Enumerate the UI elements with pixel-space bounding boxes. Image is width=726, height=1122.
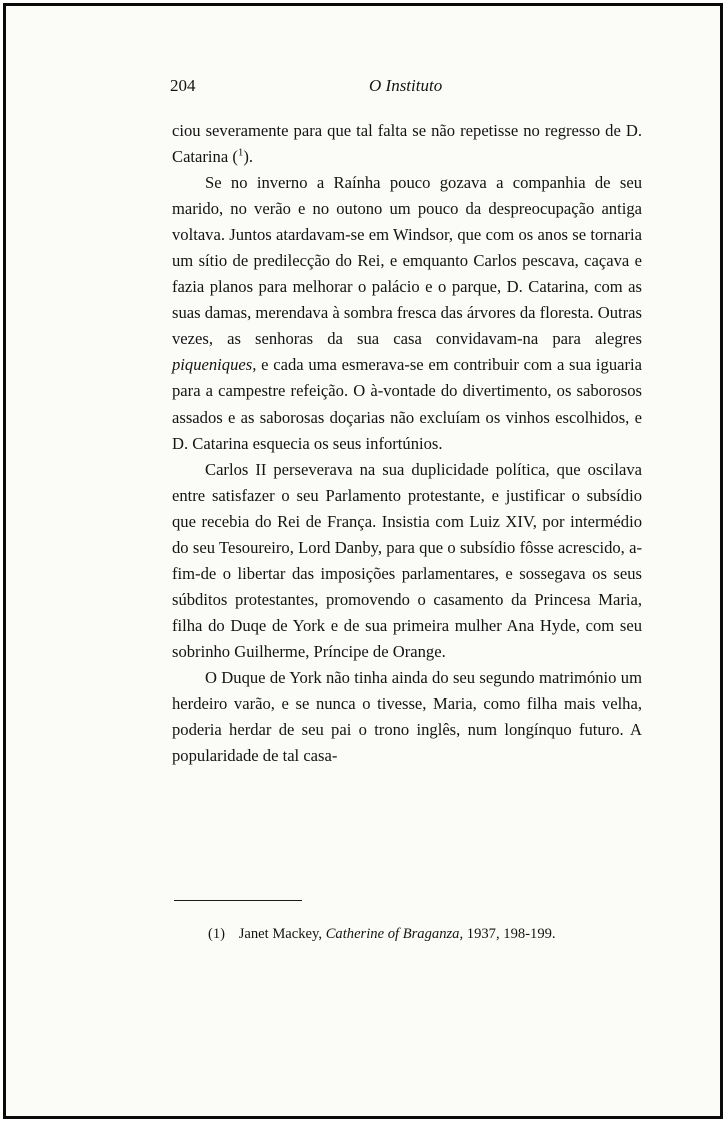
footnote-divider xyxy=(174,900,302,901)
paragraph-1-text: ciou severamente para que tal falta se não repetisse no regresso de D. Catarina ( xyxy=(172,121,642,167)
body-text xyxy=(172,118,642,769)
footnote xyxy=(208,926,648,943)
footnote-reference[interactable]: 1 xyxy=(237,146,244,159)
footnote-details: 1937, 198-199. xyxy=(466,926,556,942)
paragraph-3: Carlos II perseverava na sua duplicidade política, que oscilava entre satisfazer o seu Parlamento protestante, e justificar o subsídio que recebia do Rei de França. Insistia com Luiz XIV, por intermédio do seu Tesoureiro, Lord Danby, para que o subsídio fôsse acrescido, a-fim-de o libertar das imposições parlamentares, e sossegava os seus súbditos protestantes, promovendo o casamento da Princesa Maria, filha do Duqe de York e de sua primeira mulher Ana Hyde, com seu sobrinho Guilherme, Príncipe de Orange. xyxy=(172,459,642,661)
paragraph-1-end: ). xyxy=(243,147,254,167)
page-number: 204 xyxy=(170,76,196,95)
paragraph-2-text-after: e cada uma esmerava-se em contribuir com a sua iguaria para a campestre refeição. O à-vontade do divertimento, os saborosos assados e as saborosas doçarias não excluíam os vinhos escolhidos, e D. Catarina esquecia os seus infortúnios. xyxy=(172,355,642,453)
page-header xyxy=(0,76,726,102)
running-title: O Instituto xyxy=(369,76,443,95)
paragraph-2-italic: piqueniques, xyxy=(172,355,257,375)
footnote-marker: (1) xyxy=(208,926,226,942)
footnote-title: Catherine of Braganza, xyxy=(325,926,464,942)
paragraph-2-text: Se no inverno a Raínha pouco gozava a companhia de seu marido, no verão e no outono um pouco da despreocupação antiga voltava. Juntos atardavam-se em Windsor, que com os anos se tornaria um sítio de predilecção do Rei, e emquanto Carlos pescava, caçava e fazia planos para melhorar o palácio e o parque, D. Catarina, com as suas damas, merendava à sombra fresca das árvores da floresta. Outras vezes, as senhoras da sua casa convidavam-na para alegres xyxy=(172,173,642,349)
paragraph-1 xyxy=(172,118,642,170)
paragraph-2 xyxy=(172,170,642,457)
footnote-author: Janet Mackey, xyxy=(238,926,323,942)
paragraph-4: O Duque de York não tinha ainda do seu segundo matrimónio um herdeiro varão, e se nunca o tivesse, Maria, como filha mais velha, poderia herdar de seu pai o trono inglês, num longínquo futuro. A popularidade de tal casa- xyxy=(172,667,642,766)
